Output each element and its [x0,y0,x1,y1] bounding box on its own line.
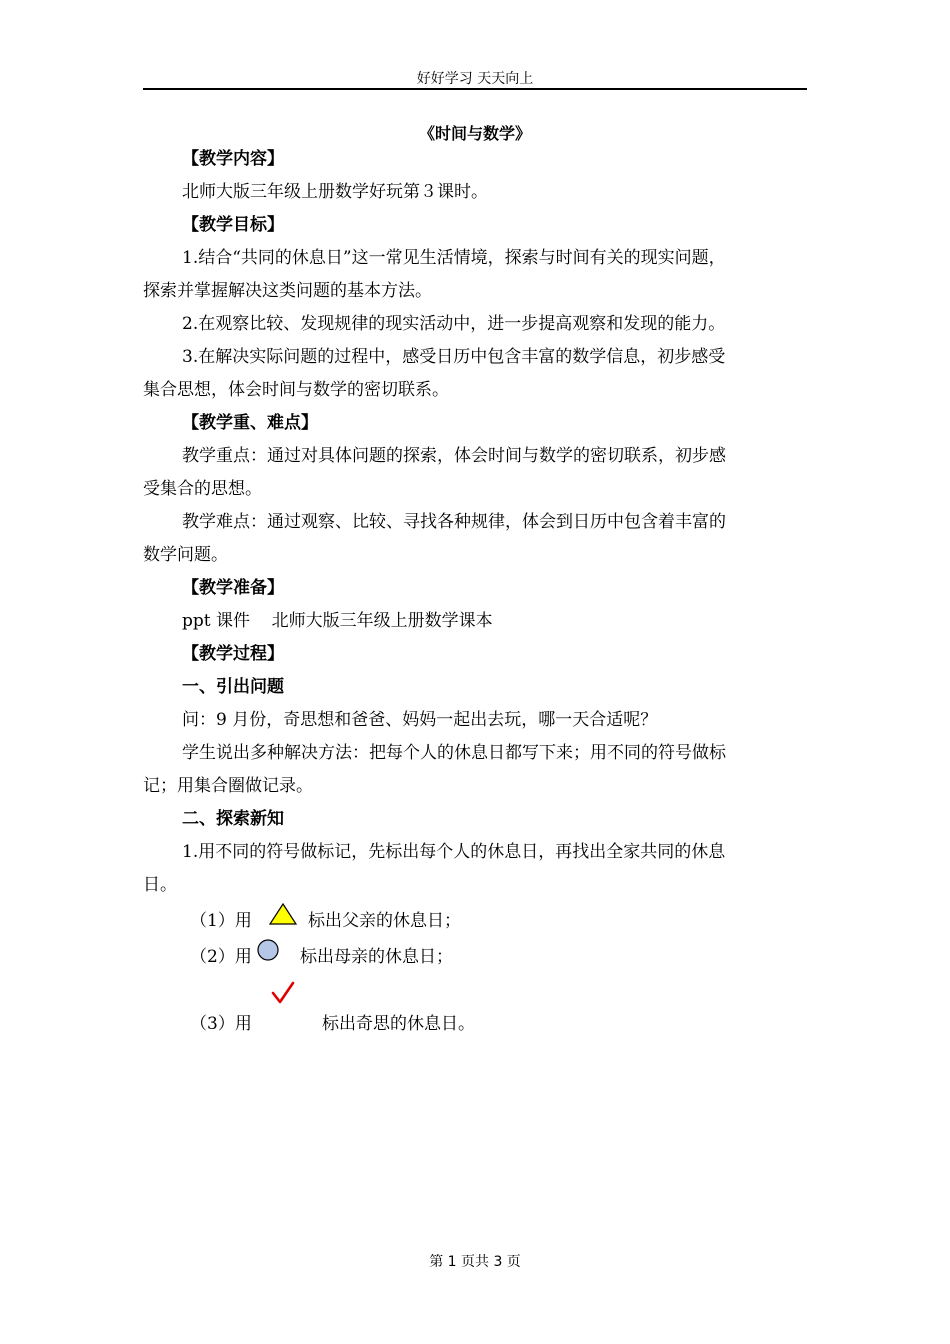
header-rule [143,88,807,90]
mark-3-prefix: （3）用 [190,1014,252,1034]
process-heading: 【教学过程】 [182,644,284,664]
goals-heading: 【教学目标】 [182,215,284,235]
step-1-line-1: 1.用不同的符号做标记，先标出每个人的休息日，再找出全家共同的休息 [182,842,726,862]
page-footer: 第 1 页共 3 页 [429,1254,521,1270]
circle-icon [255,937,281,963]
step-1-line-2: 日。 [143,875,177,895]
mark-1-label: 标出父亲的休息日； [308,911,461,931]
methods-line-1: 学生说出多种解决方法：把每个人的休息日都写下来；用不同的符号做标 [182,743,726,763]
preparation-text: ppt 课件 北师大版三年级上册数学课本 [182,611,493,631]
triangle-icon [268,902,298,926]
difficulty-line-1: 教学难点：通过观察、比较、寻找各种规律，体会到日历中包含着丰富的 [182,512,726,532]
mark-1-prefix: （1）用 [190,911,252,931]
page-header: 好好学习 天天向上 [416,71,534,87]
methods-line-2: 记；用集合圈做记录。 [143,776,313,796]
checkmark-icon [270,980,296,1006]
part-2-heading: 二、探索新知 [182,809,284,829]
part-1-heading: 一、引出问题 [182,677,284,697]
content-text: 北师大版三年级上册数学好玩第３课时。 [182,182,488,202]
document-title: 《时间与数学》 [418,124,531,143]
goal-3-line-1: 3.在解决实际问题的过程中，感受日历中包含丰富的数学信息，初步感受 [182,347,726,367]
goal-1-line-1: 1.结合“共同的休息日”这一常见生活情境，探索与时间有关的现实问题， [182,248,726,268]
difficulty-line-2: 数学问题。 [143,545,228,565]
goal-3-line-2: 集合思想，体会时间与数学的密切联系。 [143,380,449,400]
preparation-heading: 【教学准备】 [182,578,284,598]
goal-1-line-2: 探索并掌握解决这类问题的基本方法。 [143,281,432,301]
content-heading: 【教学内容】 [182,149,284,169]
key-points-heading: 【教学重、难点】 [182,413,318,433]
mark-2-prefix: （2）用 [190,947,252,967]
goal-2: 2.在观察比较、发现规律的现实活动中，进一步提高观察和发现的能力。 [182,314,726,334]
mark-2-label: 标出母亲的休息日； [300,947,453,967]
key-point-line-2: 受集合的思想。 [143,479,262,499]
mark-3-label: 标出奇思的休息日。 [322,1014,475,1034]
key-point-line-1: 教学重点：通过对具体问题的探索，体会时间与数学的密切联系，初步感 [182,446,726,466]
question-text: 问：9 月份，奇思想和爸爸、妈妈一起出去玩，哪一天合适呢？ [182,710,658,730]
